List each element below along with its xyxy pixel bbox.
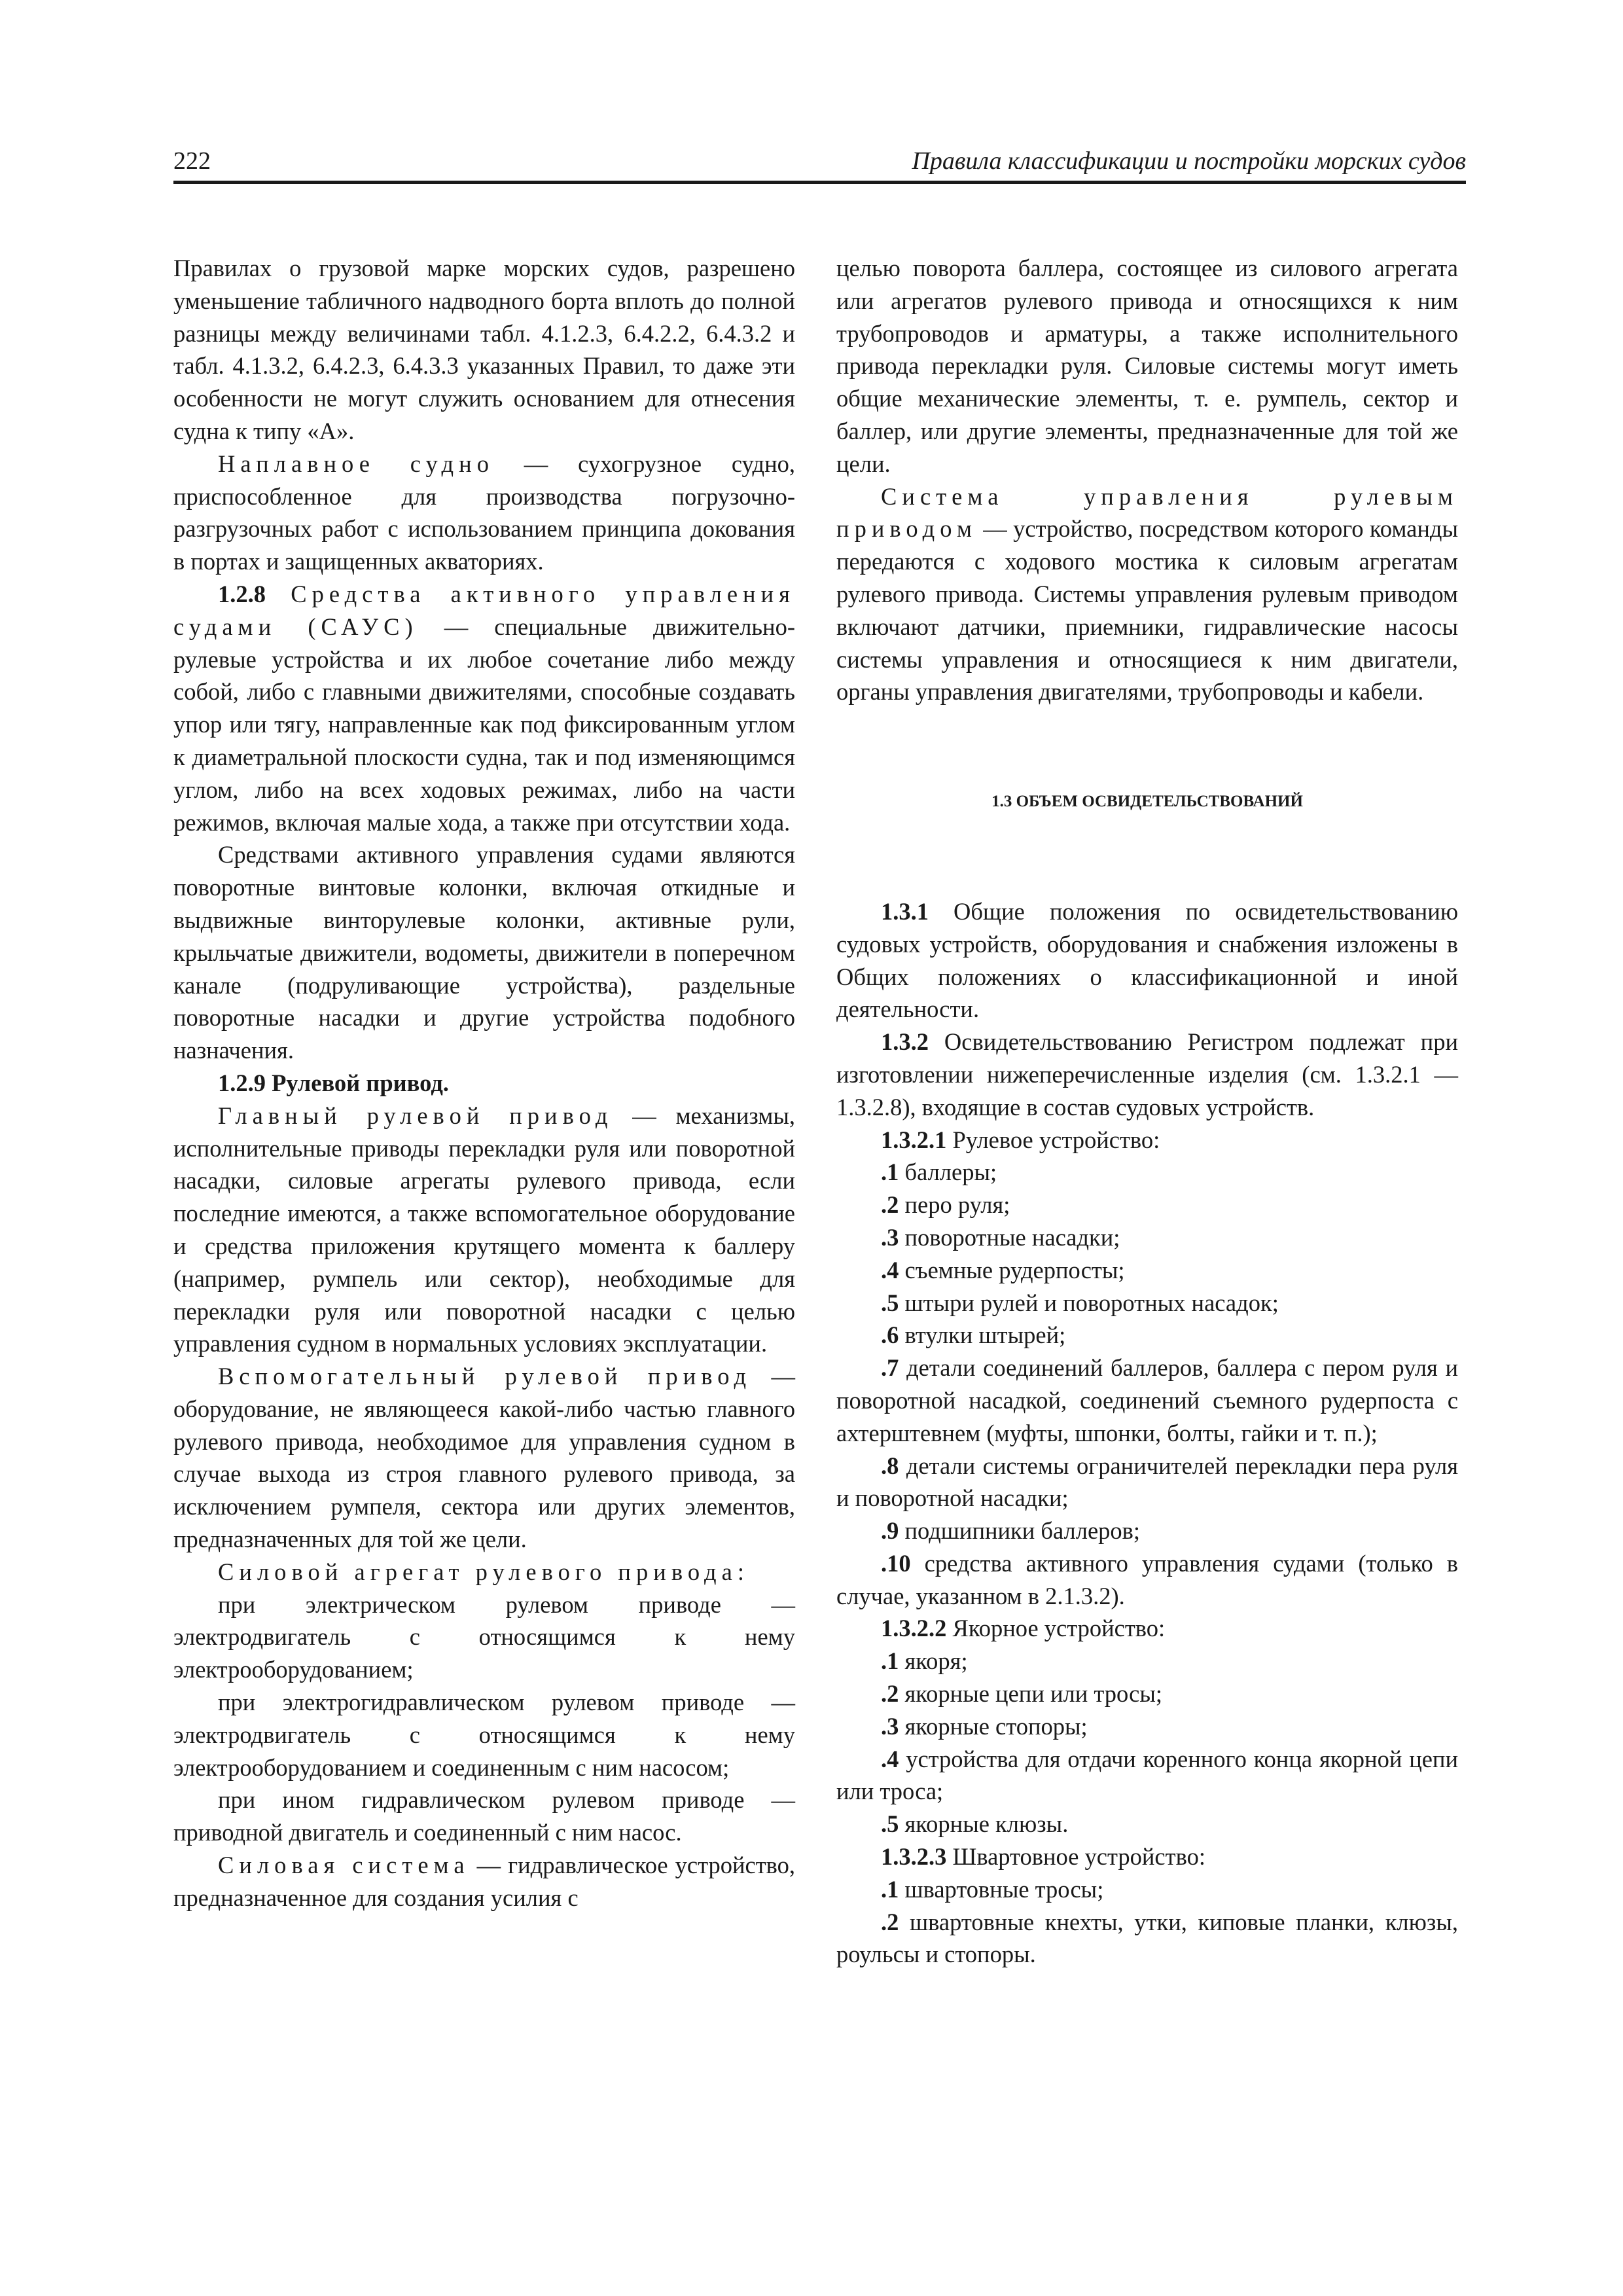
paragraph <box>173 1556 795 1588</box>
paragraph: при электрическом рулевом приводе — электродвигатель с относящимся к нему электрооборудованием; <box>173 1590 795 1683</box>
definition-text: — механизмы, исполнительные приводы перекладки руля или поворотной насадки, силовые агрегаты рулевого привода, если последние имеются, а также вспомогательное оборудование и средства приложения крутящего момента к баллеру (например, румпель или сектор), необходимые для перекладки руля или поворотной насадки с целью управления судном в нормальных условиях эксплуатации. <box>173 1102 795 1357</box>
list-item-text: съемные рудерпосты; <box>899 1256 1125 1283</box>
list-item <box>836 1710 1458 1743</box>
list-item-text: средства активного управления судами (только в случае, указанном в 2.1.3.2). <box>836 1549 1458 1609</box>
list-item <box>836 1808 1458 1840</box>
list-item-text: детали системы ограничителей перекладки пера руля и поворотной насадки; <box>836 1452 1458 1512</box>
list-item-text: втулки штырей; <box>899 1321 1066 1349</box>
list-item-number: .1 <box>881 1647 899 1675</box>
paragraph <box>173 1849 795 1914</box>
list-item-text: швартовные кнехты, утки, киповые планки, клюзы, роульсы и стопоры. <box>836 1908 1458 1968</box>
paragraph <box>836 1124 1458 1157</box>
list-item-number: .2 <box>881 1908 899 1935</box>
list-item-number: .7 <box>881 1354 899 1382</box>
term: Наплавное судно <box>218 450 494 477</box>
clause-text: Швартовное устройство: <box>946 1843 1205 1871</box>
clause-text: Рулевое устройство: <box>946 1126 1160 1153</box>
term: Главный рулевой привод <box>218 1102 613 1129</box>
list-item-number: .9 <box>881 1517 899 1545</box>
clause-text: Якорное устройство: <box>946 1615 1166 1642</box>
list-item-text: швартовные тросы; <box>899 1875 1104 1903</box>
list-item <box>836 1645 1458 1677</box>
list-item <box>836 1254 1458 1287</box>
paragraph <box>173 578 795 838</box>
paragraph <box>836 1612 1458 1645</box>
clause-number: 1.3.2 <box>881 1028 929 1056</box>
list-item-text: баллеры; <box>899 1158 997 1186</box>
clause-heading <box>173 1067 795 1100</box>
clause-number: 1.3.1 <box>881 897 929 925</box>
clause-number: 1.3.2.2 <box>881 1615 947 1642</box>
definition-text: — специальные движительно-рулевые устройства и их любое сочетание либо между собой, либо с главными движителями, способные создавать упор или тягу, направленные как под фиксированным углом к диаметральной плоскости судна, так и под изменяющимся углом, либо на всех ходовых режимах, либо на части режимов, включая малые хода, а также при отсутствии хода. <box>173 613 795 836</box>
rudder-items-list <box>836 1156 1458 1612</box>
paragraph: при электрогидравлическом рулевом приводе — электродвигатель с относящимся к нему электрооборудованием и соединенным с ним насосом; <box>173 1689 795 1781</box>
list-item-number: .1 <box>881 1158 899 1186</box>
list-item <box>836 1319 1458 1352</box>
list-item-text: перо руля; <box>899 1191 1010 1219</box>
list-item-number: .1 <box>881 1875 899 1903</box>
list-item-text: якоря; <box>899 1647 968 1675</box>
anchor-items-list <box>836 1645 1458 1840</box>
paragraph: при ином гидравлическом рулевом приводе — приводной двигатель и соединенный с ним насос. <box>173 1786 795 1846</box>
left-column <box>173 252 795 1914</box>
list-item <box>836 1515 1458 1547</box>
right-column <box>836 252 1458 1971</box>
list-item-number: .3 <box>881 1223 899 1251</box>
list-item <box>836 1221 1458 1254</box>
paragraph <box>836 1026 1458 1123</box>
list-item-number: .2 <box>881 1191 899 1219</box>
clause-number: 1.3.2.1 <box>881 1126 947 1153</box>
list-item <box>836 1873 1458 1906</box>
list-item <box>836 1547 1458 1613</box>
paragraph <box>173 1360 795 1556</box>
list-item-text: якорные стопоры; <box>899 1712 1088 1740</box>
list-item <box>836 1743 1458 1808</box>
list-item <box>836 1189 1458 1221</box>
mooring-items-list <box>836 1873 1458 1971</box>
list-item <box>836 1906 1458 1971</box>
paragraph <box>173 1100 795 1360</box>
list-item-text: якорные цепи или тросы; <box>899 1680 1163 1708</box>
term: Силовая система <box>218 1852 470 1879</box>
list-item-number: .4 <box>881 1256 899 1283</box>
clause-number: 1.3.2.3 <box>881 1843 947 1871</box>
list-item <box>836 1450 1458 1515</box>
page-header <box>173 143 1466 184</box>
paragraph: Средствами активного управления судами являются поворотные винтовые колонки, включая откидные и выдвижные винторулевые колонки, активные рули, крыльчатые движители, водометы, движители в поперечном канале (подруливающие устройства), раздельные поворотные насадки и другие устройства подобного назначения. <box>173 841 795 1064</box>
paragraph: Правилах о грузовой марке морских судов, разрешено уменьшение табличного надводного борта вплоть до полной разницы между величинами табл. 4.1.2.3, 6.4.2.2, 6.4.3.2 и табл. 4.1.3.2, 6.4.2.3, 6.4.3.3 указанных Правил, то даже эти особенности не могут служить основанием для отнесения судна к типу «А». <box>173 255 795 444</box>
term: Силовой агрегат рулевого привода: <box>218 1558 750 1585</box>
list-item-number: .2 <box>881 1680 899 1708</box>
list-item-number: .3 <box>881 1712 899 1740</box>
definition-text: — устройство, посредством которого команды передаются с ходового мостика к силовым агрегатам рулевого привода. Системы управления рулевым приводом включают датчики, приемники, гидравлические насосы системы управления и относящиеся к ним двигатели, органы управления двигателями, трубопроводы и кабели. <box>836 515 1458 706</box>
list-item-number: .4 <box>881 1745 899 1772</box>
term: Средства активного управления судами (САУС) <box>173 580 795 640</box>
list-item-text: якорные клюзы. <box>899 1810 1069 1838</box>
paragraph <box>836 1840 1458 1873</box>
list-item-text: поворотные насадки; <box>899 1223 1120 1251</box>
paragraph: целью поворота баллера, состоящее из силового агрегата или агрегатов рулевого привода и относящихся к ним трубопроводов и арматуры, а также исполнительного привода перекладки руля. Силовые системы могут иметь общие механические элементы, т. е. румпель, сектор и баллер, или другие элементы, предназначенные для той же цели. <box>836 255 1458 477</box>
list-item-number: .6 <box>881 1321 899 1349</box>
definition-text: — гидравлическое устройство, предназначенное для создания усилия с <box>173 1852 796 1911</box>
list-item <box>836 1352 1458 1449</box>
term: Вспомогательный рулевой привод <box>218 1363 752 1390</box>
list-item-text: штыри рулей и поворотных насадок; <box>899 1289 1279 1316</box>
list-item-text: устройства для отдачи коренного конца якорной цепи или троса; <box>836 1745 1458 1805</box>
list-item-text: подшипники баллеров; <box>899 1517 1141 1545</box>
clause-text: Освидетельствованию Регистром подлежат при изготовлении нижеперечисленные изделия (см. 1.3.2.1 — 1.3.2.8), входящие в состав судовых устройств. <box>836 1028 1458 1121</box>
list-item-number: .5 <box>881 1810 899 1838</box>
running-title: Правила классификации и постройки морских судов <box>912 147 1466 175</box>
paragraph <box>836 895 1458 1026</box>
list-item-number: .10 <box>881 1549 911 1577</box>
clause-heading-text: 1.2.9 Рулевой привод. <box>218 1069 449 1096</box>
list-item-number: .5 <box>881 1289 899 1316</box>
section-heading: 1.3 ОБЪЕМ ОСВИДЕТЕЛЬСТВОВАНИЙ <box>991 793 1303 811</box>
page-number: 222 <box>173 147 211 175</box>
list-item-number: .8 <box>881 1452 899 1479</box>
clause-text: Общие положения по освидетельствованию судовых устройств, оборудования и снабжения изложены в Общих положениях о классификационной и иной деятельности. <box>836 897 1458 1023</box>
paragraph <box>836 480 1458 709</box>
definition-text: — оборудование, не являющееся какой-либо частью главного рулевого привода, необходимое для управления судном в случае выхода из строя главного рулевого привода, за исключением румпеля, сектора или других элементов, предназначенных для той же цели. <box>173 1363 795 1553</box>
clause-number: 1.2.8 <box>218 580 266 607</box>
list-item <box>836 1677 1458 1710</box>
list-item <box>836 1287 1458 1319</box>
list-item <box>836 1156 1458 1189</box>
definition-text: — сухогрузное судно, приспособленное для производства погрузочно-разгрузочных работ с использованием принципа докования в портах и защищенных акваториях. <box>173 450 795 575</box>
paragraph <box>173 448 795 578</box>
term: Система управления рулевым приводом <box>836 482 1458 543</box>
list-item-text: детали соединений баллеров, баллера с пером руля и поворотной насадкой, соединений съемного рудерпоста с ахтерштевнем (муфты, шпонки, болты, гайки и т. п.); <box>836 1354 1458 1446</box>
